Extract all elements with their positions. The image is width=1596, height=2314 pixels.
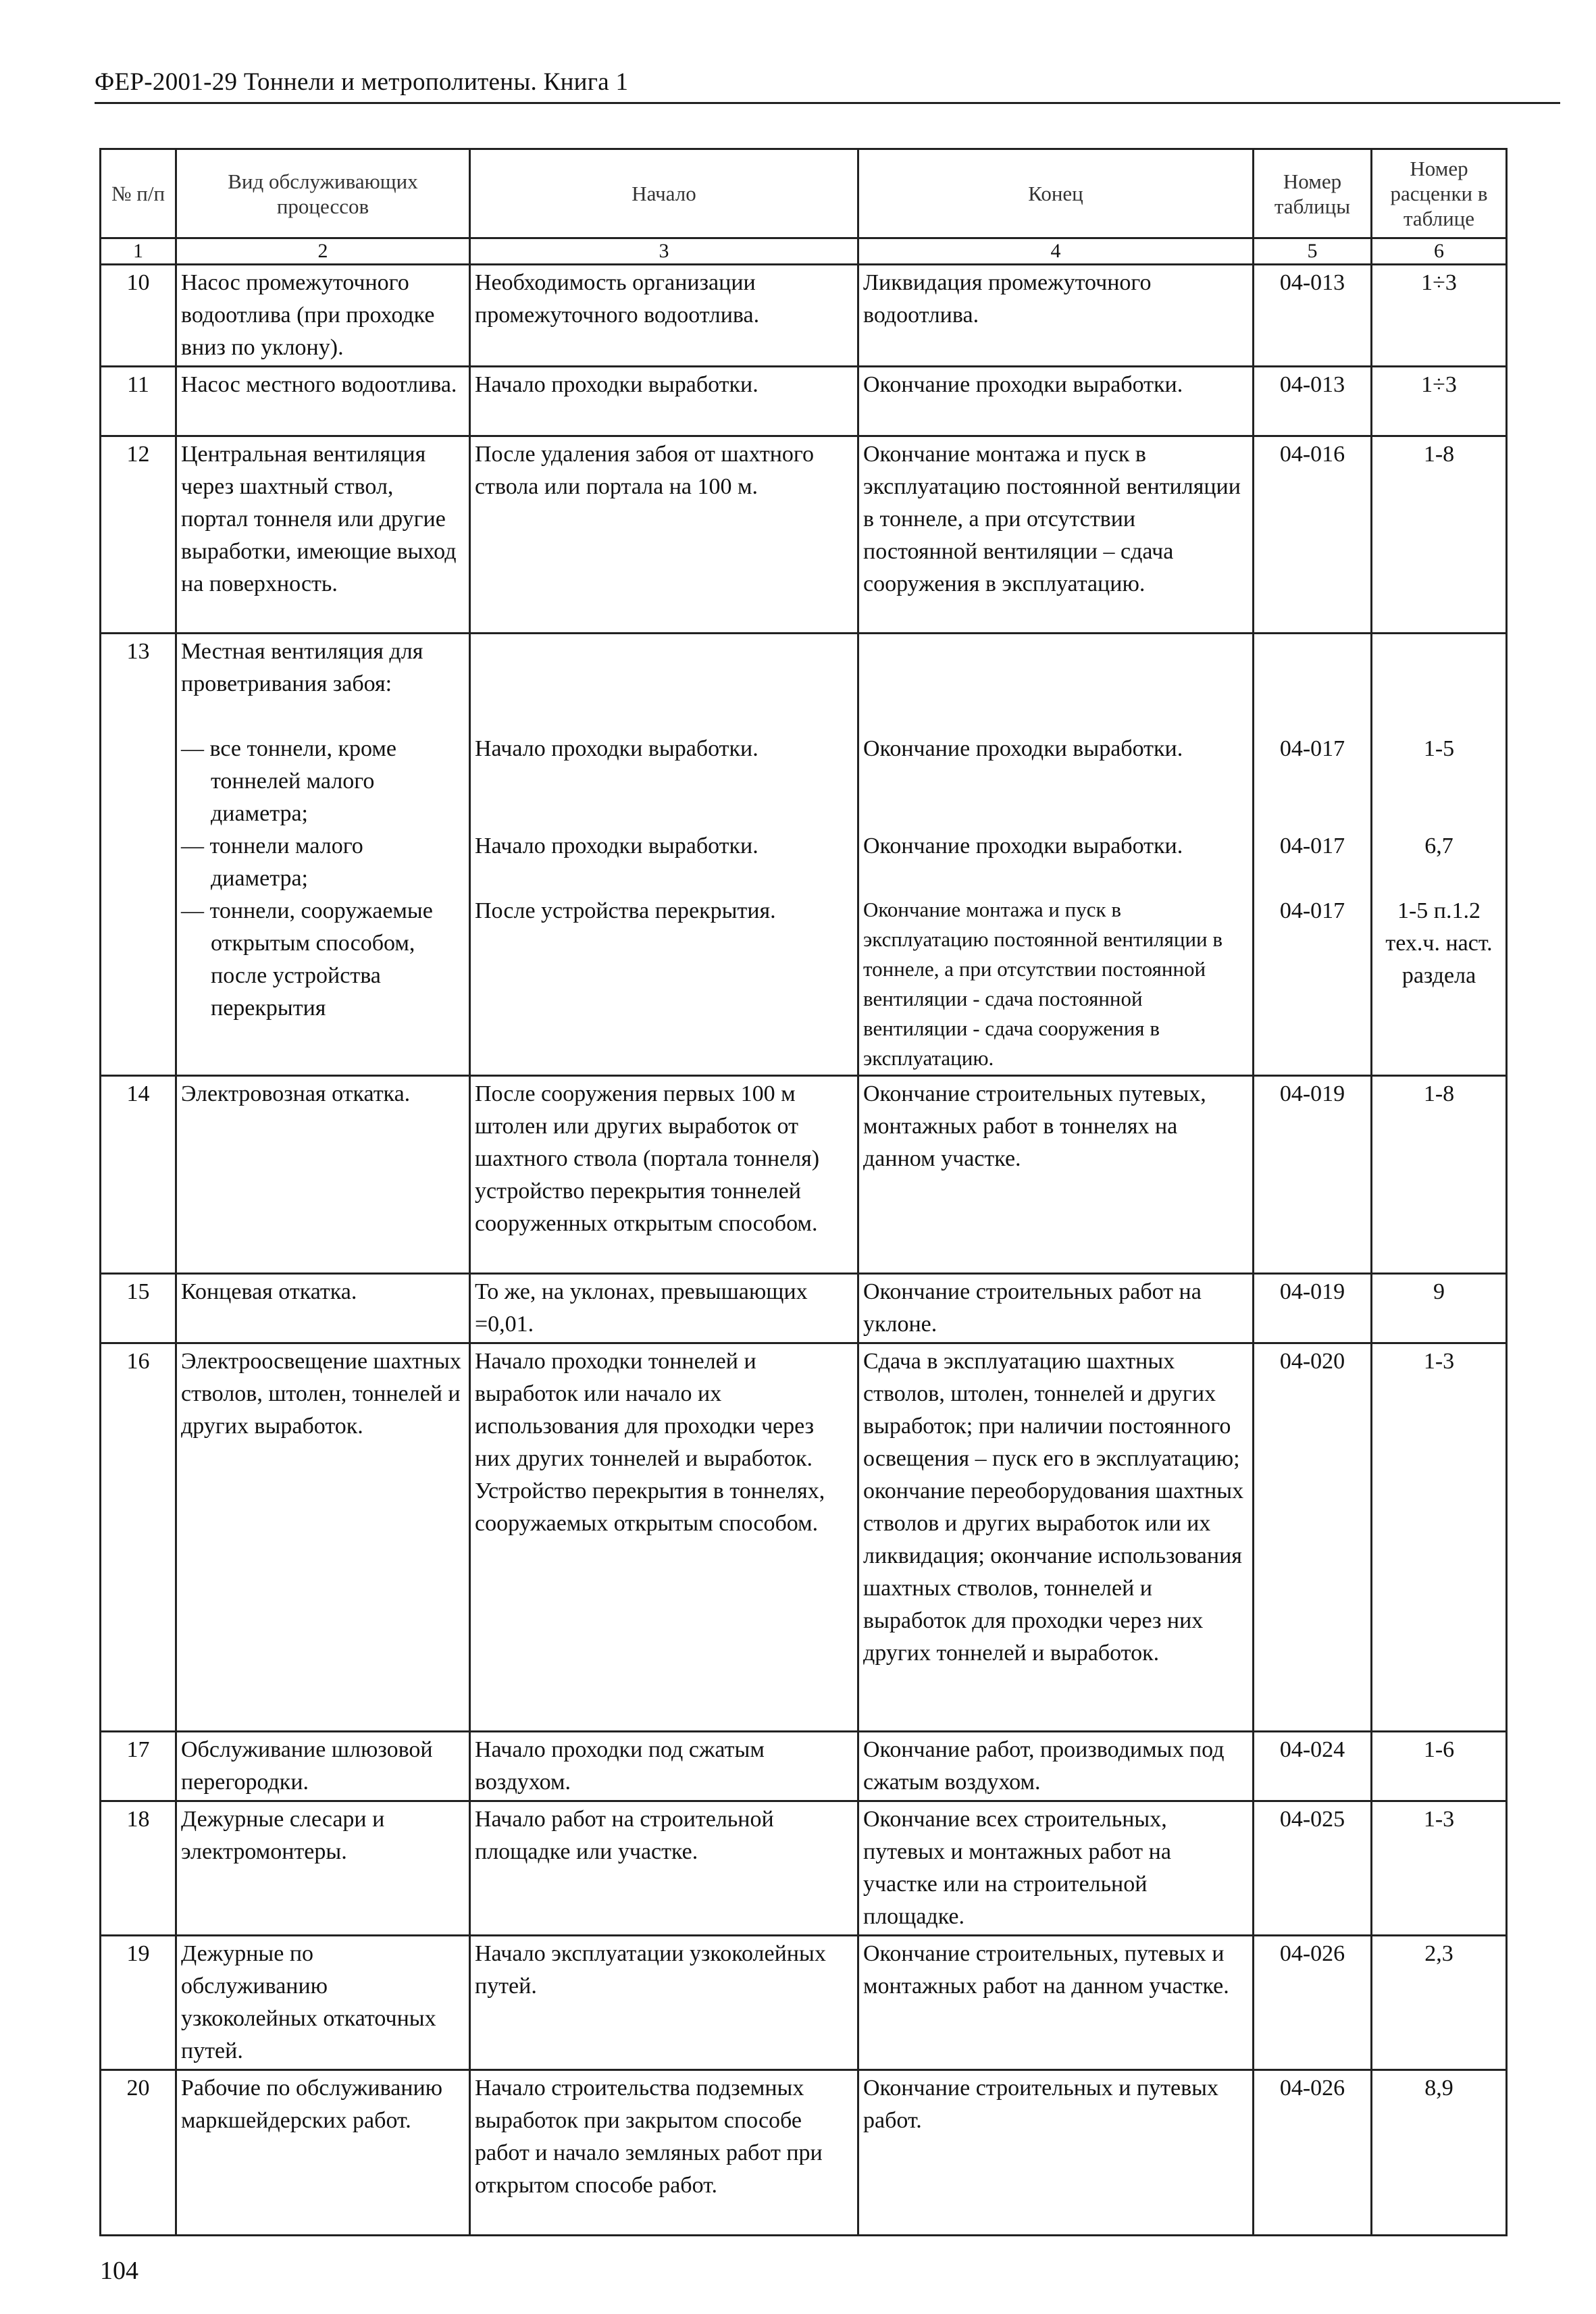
price-number: 9	[1372, 1274, 1507, 1343]
table-number: 04-026	[1254, 2070, 1372, 2236]
end-condition: Окончание строительных работ на уклоне.	[858, 1274, 1254, 1343]
subitem-price: 1-5 п.1.2 тех.ч. наст. раздела	[1385, 898, 1493, 988]
row-number: 14	[101, 1076, 176, 1274]
table-number: 04-019	[1254, 1076, 1372, 1274]
row-number: 11	[101, 367, 176, 436]
subitem-start: Начало проходки выработки.	[475, 833, 758, 858]
process-type	[176, 634, 470, 1076]
header-rule	[95, 102, 1560, 104]
end-condition: Окончание строительных путевых, монтажных работ в тоннелях на данном участке.	[858, 1076, 1254, 1274]
start-condition: Начало проходки выработки.	[470, 367, 858, 436]
price-number: 8,9	[1372, 2070, 1507, 2236]
header-end: Конец	[858, 149, 1254, 238]
table-row	[101, 1936, 1507, 2070]
colnum: 3	[470, 238, 858, 265]
end-condition: Окончание монтажа и пуск в эксплуатацию постоянной вентиляции в тоннеле, а при отсутствии постоянной вентиляции – сдача сооружения в эксплуатацию.	[858, 436, 1254, 634]
start-condition: То же, на уклонах, превышающих =0,01.	[470, 1274, 858, 1343]
spacer	[475, 636, 853, 733]
table-number: 04-019	[1254, 1274, 1372, 1343]
table-row	[101, 1274, 1507, 1343]
table-number: 04-016	[1254, 436, 1372, 634]
spacer	[1376, 636, 1501, 733]
row-number: 19	[101, 1936, 176, 2070]
process-type: Центральная вентиляция через шахтный ствол, портал тоннеля или другие выработки, имеющие выход на поверхность.	[176, 436, 470, 634]
start-condition: Начало эксплуатации узкоколейных путей.	[470, 1936, 858, 2070]
price-number: 1-3	[1372, 1801, 1507, 1936]
spacer	[1258, 636, 1366, 733]
price-number: 1-3	[1372, 1343, 1507, 1732]
table-row	[101, 2070, 1507, 2236]
price-number	[1372, 634, 1507, 1076]
end-condition	[858, 634, 1254, 1076]
header-price-number: Номер расценки в таблице	[1372, 149, 1507, 238]
table-number: 04-025	[1254, 1801, 1372, 1936]
row-number: 17	[101, 1732, 176, 1801]
end-condition: Ликвидация промежуточного водоотлива.	[858, 265, 1254, 367]
subitem-end: Окончание монтажа и пуск в эксплуатацию постоянной вентиляции в тоннеле, а при отсутствии постоянной вентиляции - сдача постоянной вентиляции - сдача сооружения в эксплуатацию.	[863, 898, 1223, 1070]
row-number: 20	[101, 2070, 176, 2236]
start-condition: Начало строительства подземных выработок при закрытом способе работ и начало земляных работ при открытом способе работ.	[470, 2070, 858, 2236]
table-row	[101, 634, 1507, 1076]
table-number: 04-026	[1254, 1936, 1372, 2070]
process-type: Обслуживание шлюзовой перегородки.	[176, 1732, 470, 1801]
start-condition: После сооружения первых 100 м штолен или других выработок от шахтного ствола (портала тоннеля) устройство перекрытия тоннелей сооруженных открытым способом.	[470, 1076, 858, 1274]
table-row	[101, 265, 1507, 367]
spacer	[863, 636, 1248, 733]
row-number: 13	[101, 634, 176, 1076]
subitem-start: После устройства перекрытия.	[475, 898, 776, 923]
end-condition: Окончание работ, производимых под сжатым воздухом.	[858, 1732, 1254, 1801]
process-type: Дежурные слесари и электромонтеры.	[176, 1801, 470, 1936]
end-condition: Окончание проходки выработки.	[858, 367, 1254, 436]
process-type: Насос промежуточного водоотлива (при проходке вниз по уклону).	[176, 265, 470, 367]
colnum: 6	[1372, 238, 1507, 265]
page-number: 104	[100, 2257, 138, 2285]
table-number: 04-020	[1254, 1343, 1372, 1732]
subitem-table: 04-017	[1279, 833, 1345, 858]
end-condition: Сдача в эксплуатацию шахтных стволов, штолен, тоннелей и других выработок; при наличии постоянного освещения – пуск его в эксплуатацию; окончание переоборудования шахтных стволов и других выработок или их ликвидация; окончание использования шахтных стволов, тоннелей и выработок для проходки через них других тоннелей и выработок.	[858, 1343, 1254, 1732]
table-row	[101, 1343, 1507, 1732]
subitem-type: — все тоннели, кроме тоннелей малого диаметра;	[181, 736, 396, 826]
subitem-type: — тоннели, сооружаемые открытым способом, после устройства перекрытия	[181, 898, 433, 1021]
price-number: 1÷3	[1372, 265, 1507, 367]
end-condition: Окончание строительных, путевых и монтажных работ на данном участке.	[858, 1936, 1254, 2070]
header-start: Начало	[470, 149, 858, 238]
start-condition	[470, 634, 858, 1076]
table-header-row	[101, 149, 1507, 238]
subitem-table: 04-017	[1279, 898, 1345, 923]
price-number: 1-6	[1372, 1732, 1507, 1801]
table-row	[101, 436, 1507, 634]
table-number: 04-013	[1254, 367, 1372, 436]
price-number: 1-8	[1372, 436, 1507, 634]
price-number: 1÷3	[1372, 367, 1507, 436]
header-no: № п/п	[101, 149, 176, 238]
process-type: Рабочие по обслуживанию маркшейдерских работ.	[176, 2070, 470, 2236]
table-number: 04-013	[1254, 265, 1372, 367]
process-type-intro: Местная вентиляция для проветривания забоя:	[181, 639, 423, 696]
row-number: 10	[101, 265, 176, 367]
colnum: 4	[858, 238, 1254, 265]
table-row	[101, 1076, 1507, 1274]
table-row	[101, 1801, 1507, 1936]
column-number-row	[101, 238, 1507, 265]
process-type: Электровозная откатка.	[176, 1076, 470, 1274]
colnum: 5	[1254, 238, 1372, 265]
colnum: 2	[176, 238, 470, 265]
page-header-title: ФЕР-2001-29 Тоннели и метрополитены. Книга 1	[95, 68, 629, 96]
subitem-table: 04-017	[1279, 736, 1345, 761]
process-type: Концевая откатка.	[176, 1274, 470, 1343]
price-number: 2,3	[1372, 1936, 1507, 2070]
process-type: Насос местного водоотлива.	[176, 367, 470, 436]
start-condition: После удаления забоя от шахтного ствола или портала на 100 м.	[470, 436, 858, 634]
row-number: 16	[101, 1343, 176, 1732]
start-condition: Начало проходки тоннелей и выработок или начало их использования для проходки через них других тоннелей и выработок. Устройство перекрытия в тоннелях, сооружаемых открытым способом.	[470, 1343, 858, 1732]
row-number: 12	[101, 436, 176, 634]
process-type: Дежурные по обслуживанию узкоколейных откаточных путей.	[176, 1936, 470, 2070]
table-row	[101, 1732, 1507, 1801]
subitem-end: Окончание проходки выработки.	[863, 736, 1183, 761]
subitem-price: 6,7	[1424, 833, 1453, 858]
process-type: Электроосвещение шахтных стволов, штолен, тоннелей и других выработок.	[176, 1343, 470, 1732]
table-number	[1254, 634, 1372, 1076]
subitem-start: Начало проходки выработки.	[475, 736, 758, 761]
start-condition: Начало проходки под сжатым воздухом.	[470, 1732, 858, 1801]
end-condition: Окончание строительных и путевых работ.	[858, 2070, 1254, 2236]
subitem-end: Окончание проходки выработки.	[863, 833, 1183, 858]
row-number: 18	[101, 1801, 176, 1936]
end-condition: Окончание всех строительных, путевых и монтажных работ на участке или на строительной площадке.	[858, 1801, 1254, 1936]
start-condition: Начало работ на строительной площадке или участке.	[470, 1801, 858, 1936]
subitem-price: 1-5	[1423, 736, 1455, 761]
price-number: 1-8	[1372, 1076, 1507, 1274]
processes-table	[99, 148, 1508, 2236]
start-condition: Необходимость организации промежуточного водоотлива.	[470, 265, 858, 367]
table-row	[101, 367, 1507, 436]
subitem-type: — тоннели малого диаметра;	[181, 833, 363, 891]
row-number: 15	[101, 1274, 176, 1343]
table-number: 04-024	[1254, 1732, 1372, 1801]
header-table-number: Номер таблицы	[1254, 149, 1372, 238]
colnum: 1	[101, 238, 176, 265]
header-process-type: Вид обслуживающих процессов	[176, 149, 470, 238]
